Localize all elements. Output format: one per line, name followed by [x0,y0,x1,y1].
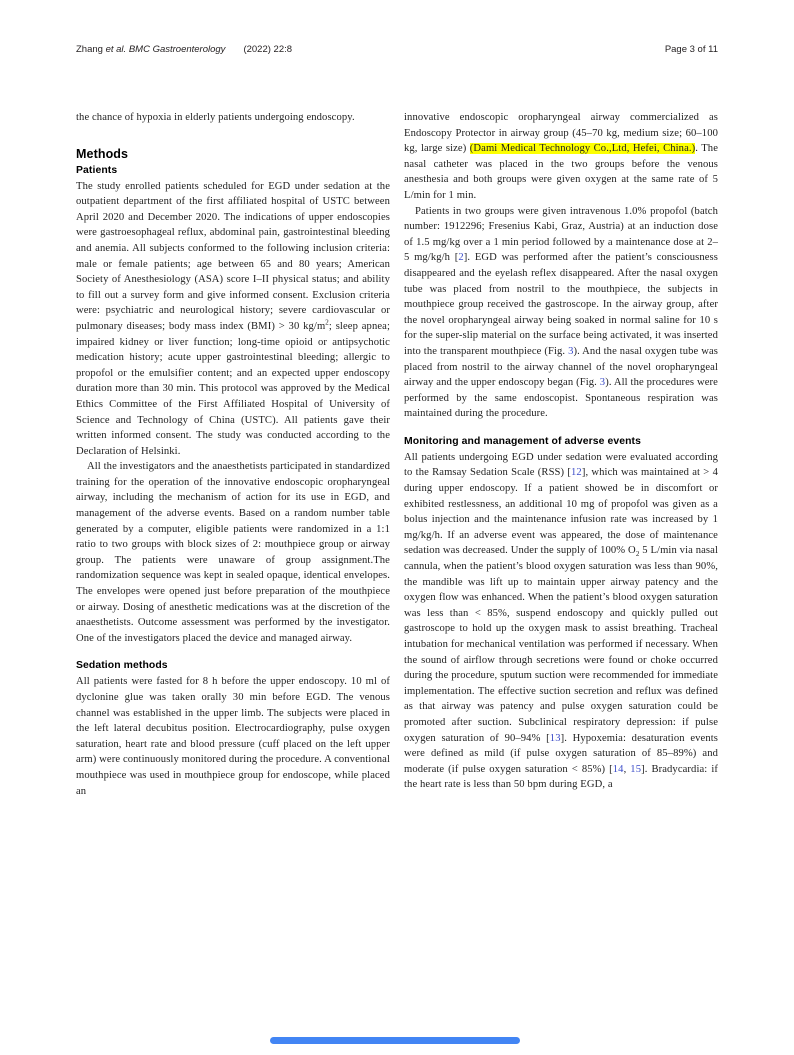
running-head-author: Zhang [76,44,106,55]
methods-heading: Methods [76,146,129,161]
running-head [76,44,718,55]
highlighted-vendor-text: (Dami Medical Technology Co.,Ltd, Hefei, China.) [469,143,696,155]
paragraph-text: ], which was maintained at > 4 during upper endoscopy. If a patient showed be in discomfort or exhibited restlessness, an additional 10 mg of propofol was given as a bolus injection and the maintenance infusion rate was increased by 1 mg/kg/h. If an adverse event was appeared, the dose of maintenance sedation was decreased. Under the supply of 100% O [404,467,718,557]
patients-heading: Patients [76,164,118,176]
reference-link-13[interactable]: 13 [549,732,561,744]
paragraph-text: All patients undergoing EGD under sedation were evaluated according to the Ramsay Sedation Scale (RSS) [ [404,451,718,479]
paragraph-text: Patients in two groups were given intravenous 1.0% propofol (batch number: 1912296; Fresenius Kabi, Graz, Austria) at an induction dose of 1.5 mg/kg over a 1 min period followed by a maintenance dose at 2–5 mg/kg/h [ [404,205,718,264]
paragraph-text: ]. EGD was performed after the patient’s consciousness disappeared and the eyelash reflex disappeared. After the nasal oxygen tube was placed from nostril to the mouthpiece, the subjects in mouthpiece group received the gastroscope. In the airway group, after the novel oropharyngeal airway being soaked in normal saline for 10 s for the super-slip material on the surface being activated, it was inserted into the transparent mouthpiece (Fig. [404,252,718,357]
paragraph-propofol [404,204,718,422]
paragraph-airway-continuation [404,110,718,204]
paragraph-text: , [623,763,631,775]
paragraph-text: ]. Hypoxemia: desaturation events were defined as mild (if pulse oxygen saturation of 85–89%) and moderate (if pulse oxygen saturation < 85%) [ [404,732,718,775]
paragraph-text: 5 L/min via nasal cannula, when the patient’s blood oxygen saturation was less than 90%, the mandible was lift up to maintain upper airway patency and the oxygen flow was enhanced. When the patient’s blood oxygen saturation was less than < 85%, suspend endoscopy and quickly pulled out gastroscope to hold up the oxygen mask to assist breathing. Tracheal intubation for mechanical ventilation was performed if necessary. When the sound of airflow through secretions were found or choke occurred during the procedure, sputum suction were recommended for immediate implementation. The effective suction secretion and reflux was defined as that airway was patency and pulse oxygen saturation could be promoted after suction. Subclinical respiratory depression: if pulse oxygen saturation of 90–94% [ [404,545,719,744]
subscript-o2: 2 [635,550,640,559]
paragraph-randomization: All the investigators and the anaesthetists participated in standardized training for the operation of the innovative endoscopic oropharyngeal airway, including the mechanism of action for its use in EGD, and management of the adverse events. Based on a random number table generated by a computer, eligible patients were randomized in a 1:1 ratio to two groups with block sizes of 2: mouthpiece group or airway group. The patients were unaware of group assignment.The randomization sequence was kept in sealed opaque, identical envelopes. The envelopes were opened just before preparation of the mouthpiece or airway. Dosing of anesthetic medications was at the discretion of the anaesthetists. Outcome assessment was performed by the investigator. One of the investigators placed the device and managed airway. [76,461,390,644]
paragraph-text: ; sleep apnea; impaired kidney or liver function; long-time opioid or antipsychotic medication history; acute upper gastrointestinal bleeding; allergic to propofol or the emulsifier content; and an expected upper endoscopy duration more than 30 min. This protocol was approved by the Medical Ethics Committee of the First Affiliated Hospital of University of Science and Technology of China (USTC). All patients gave their written informed consent. The study was conducted according to the Declaration of Helsinki. [76,320,390,457]
running-head-journal: et al. BMC Gastroenterology [105,44,226,55]
paragraph-intro-continuation: the chance of hypoxia in elderly patients undergoing endoscopy. [76,112,355,123]
reference-link-12[interactable]: 12 [571,467,582,479]
superscript-2: 2 [325,318,329,327]
paragraph-patients [76,179,390,460]
monitoring-heading: Monitoring and management of adverse events [404,435,641,447]
reference-link-2[interactable]: 2 [458,252,464,264]
paragraph-text: The study enrolled patients scheduled for EGD under sedation at the outpatient department of the first affiliated hospital of USTC between April 2020 and December 2020. The indications of upper endoscopies were gastroesophageal reflux, abdominal pain, gastrointestinal bleeding and anemia. All subjects conformed to the following inclusion criteria: male or female patients; age between 65 and 80 years; American Society of Anesthesiology (ASA) score I–II physical status; and ability to fill out a survey form and give informed consent. Exclusion criteria were: psychiatric and neurological history; severe cardiovascular or pulmonary diseases; body mass index (BMI) > 30 kg/m [76,180,390,332]
running-head-citation-left [76,44,292,55]
paragraph-text: ). And the nasal oxygen tube was placed from nostril to the airway channel of the novel oropharyngeal airway and the upper endoscopy began (Fig. [404,345,718,389]
paragraph-text: innovative endoscopic oropharyngeal airway commercialized as Endoscopy Protector in airway group (45–70 kg, medium size; 60–100 kg, large size) [404,112,718,155]
paragraph-text: ]. Bradycardia: if the heart rate is less than 50 bpm during EGD, a [404,763,718,791]
paragraph-monitoring [404,450,718,793]
figure-link-3b[interactable]: 3 [599,377,606,389]
horizontal-scrollbar-thumb[interactable] [270,1037,520,1044]
reference-link-14[interactable]: 14 [612,763,624,775]
sedation-methods-heading: Sedation methods [76,660,168,672]
reference-link-15[interactable]: 15 [630,763,642,775]
paragraph-sedation: All patients were fasted for 8 h before the upper endoscopy. 10 ml of dyclonine glue was taken orally 30 min before EGD. The venous channel was established in the upper limb. The subjects were placed in the left lateral decubitus position. Electrocardiography, pulse oxygen saturation, heart rate and blood pressure (cuff placed on the left upper arm) were continuously monitored during the procedure. A conventional mouthpiece was used in mouthpiece group for endoscope, while placed an [76,676,390,797]
running-head-issue: (2022) 22:8 [243,44,293,55]
left-column [76,110,390,799]
paragraph-text: . The nasal catheter was placed in the two groups before the venous anesthesia and both groups were given oxygen at the same rate of 5 L/min for 1 min. [404,143,718,201]
paragraph-text: ). All the procedures were performed by the same endoscopist. Spontaneous respiration was maintained during the procedure. [404,377,718,420]
right-column [404,110,718,793]
figure-link-3a[interactable]: 3 [568,345,574,357]
page-number: Page 3 of 11 [664,44,718,55]
